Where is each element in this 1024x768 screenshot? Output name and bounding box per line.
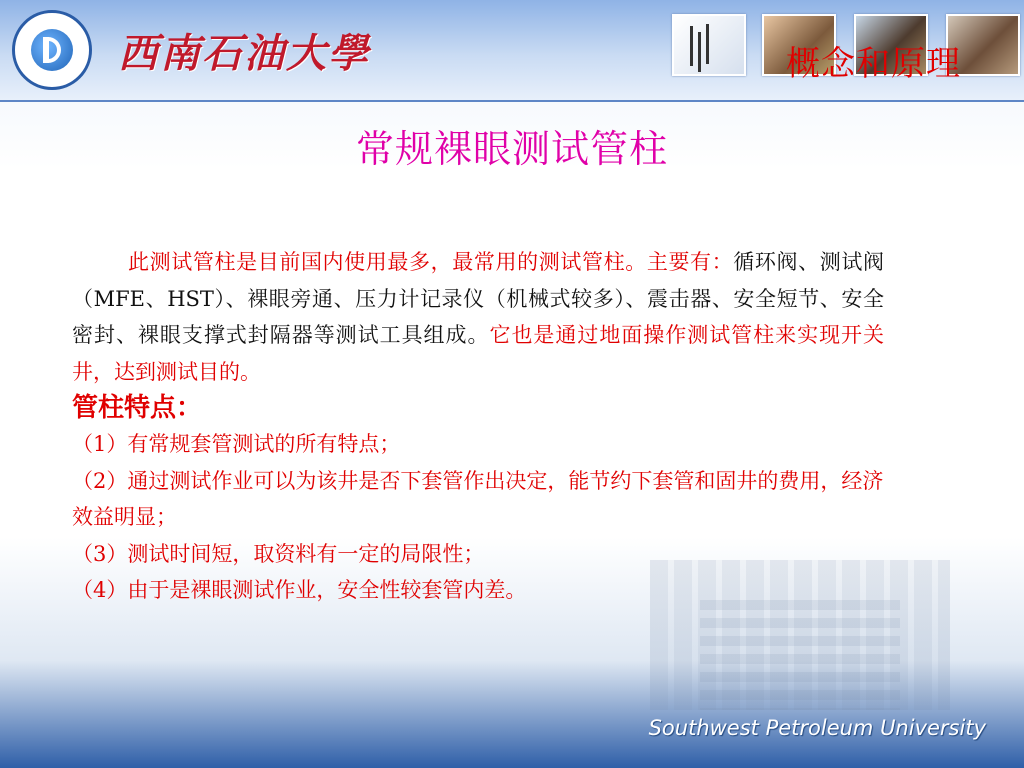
feature-point-3: （3）测试时间短，取资料有一定的局限性； — [72, 541, 485, 566]
intro-paragraph — [72, 244, 884, 390]
section-tag: 概念和原理 — [786, 44, 961, 84]
feature-point-4: （4）由于是裸眼测试作业，安全性较套管内差。 — [72, 578, 527, 602]
paragraph-part-1: 此测试管柱是目前国内使用最多，最常用的测试管柱。主要有： — [128, 250, 734, 274]
paragraph-part-2: 循环阀、测试阀（MFE、HST）、裸眼旁通、压力计记录仪（机械式较多）、震击器、安全短节、安全密封、裸眼支撑式封隔器等测试工具组成。 — [72, 250, 885, 347]
feature-point-1: （1）有常规套管测试的所有特点； — [72, 432, 401, 456]
footer-university-name: Southwest Petroleum University — [648, 716, 986, 740]
header-band — [0, 0, 1024, 102]
university-name: 西南石油大學 — [118, 30, 370, 77]
logo-emblem-icon — [31, 29, 73, 71]
paragraph-part-3: 它也是通过地面操作测试管柱来实现开关井，达到测试目的。 — [72, 323, 885, 384]
feature-point-2: （2）通过测试作业可以为该井是否下套管作出决定，能节约下套管和固井的费用，经济效益明显； — [72, 468, 884, 529]
slide-content — [72, 244, 884, 609]
university-logo — [12, 10, 92, 90]
campus-building-detail — [700, 600, 900, 710]
features-heading: 管柱特点： — [72, 393, 203, 423]
chart-thumbnail — [672, 14, 746, 76]
slide-title: 常规裸眼测试管柱 — [355, 127, 668, 171]
